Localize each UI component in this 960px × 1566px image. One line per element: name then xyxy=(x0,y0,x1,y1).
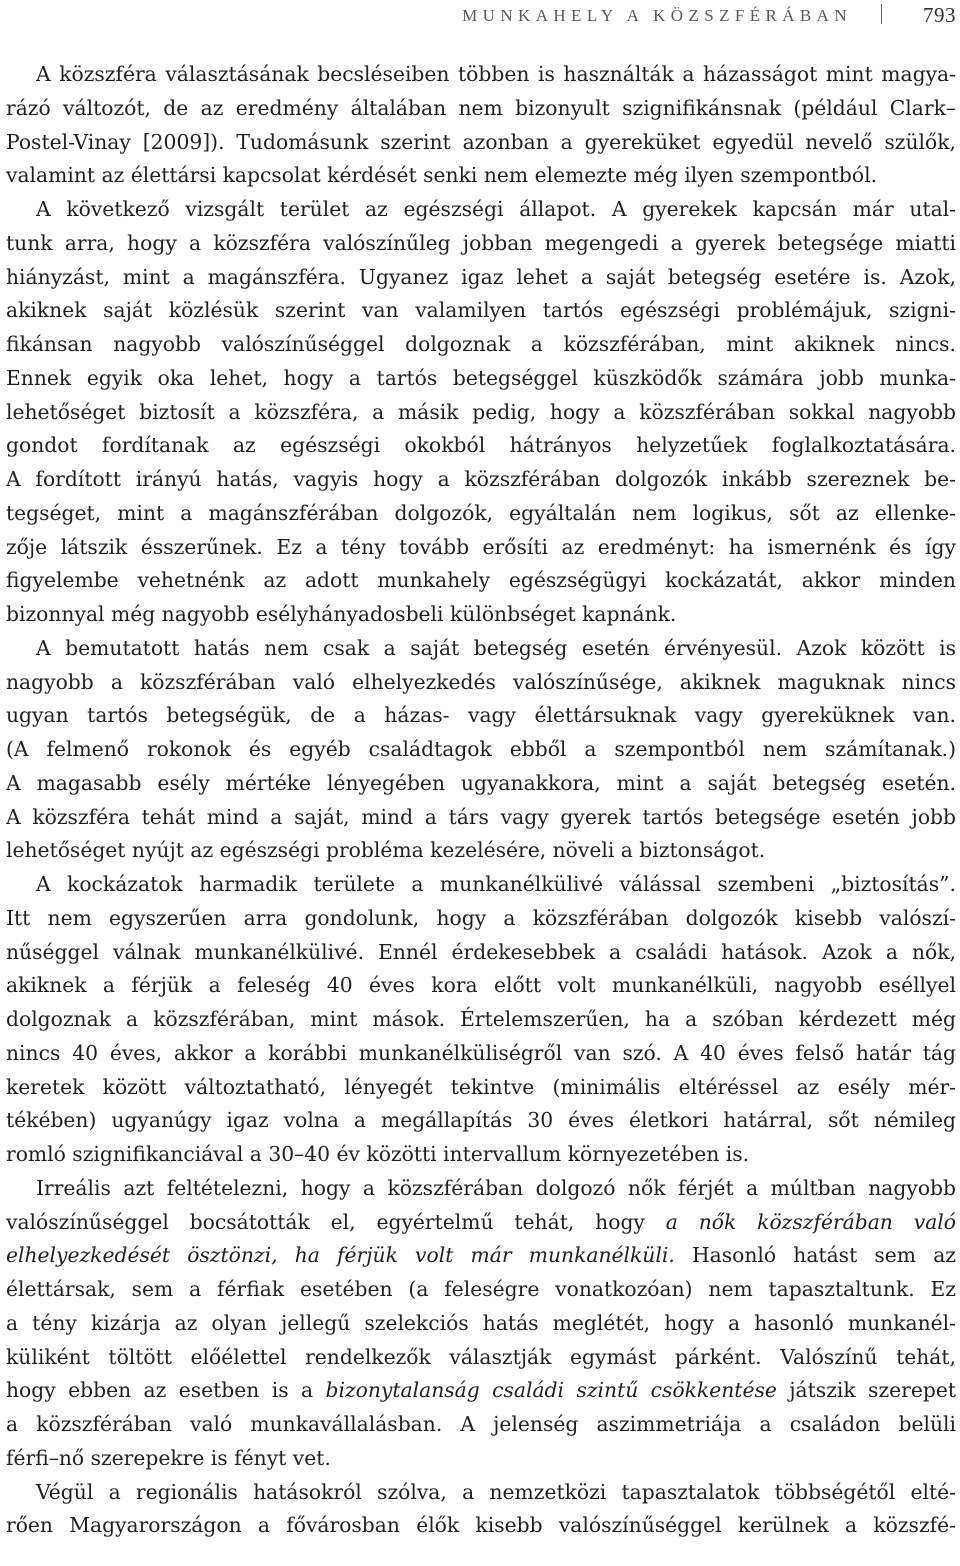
line-text: romló szignifikanciával a 30–40 év közötti intervallum környezetében is. xyxy=(6,1142,750,1166)
text-line xyxy=(6,1341,956,1375)
text-line xyxy=(6,261,956,295)
line-text: tegséget, mint a magánszférában dolgozók, egyáltalán nem logikus, sőt az ellenke- xyxy=(6,500,956,525)
line-text: valószínűséggel bocsátották el, egyértelmű tehát, hogy xyxy=(6,1209,666,1234)
text-line xyxy=(6,1239,956,1273)
text-line xyxy=(6,1206,956,1240)
text-line xyxy=(6,328,956,362)
text-line xyxy=(6,564,956,598)
line-text: A kockázatok harmadik területe a munkanélkülivé válással szembeni „biztosítás”. xyxy=(36,872,956,896)
text-line xyxy=(6,1307,956,1341)
line-text: Hasonló hatást sem az xyxy=(674,1243,956,1268)
body-text xyxy=(6,58,956,1543)
text-line xyxy=(6,868,956,902)
text-line xyxy=(6,429,956,463)
text-line xyxy=(6,1273,956,1307)
line-text: Itt nem egyszerűen arra gondolunk, hogy a közszférában dolgozók kisebb valószí- xyxy=(6,905,956,930)
text-line xyxy=(6,92,956,126)
line-text: A magasabb esély mértéke lényegében ugyanakkora, mint a saját betegség esetén. xyxy=(6,770,956,795)
text-line xyxy=(6,1509,956,1543)
text-line xyxy=(6,396,956,430)
line-text: A bemutatott hatás nem csak a saját betegség esetén érvényesül. Azok között is xyxy=(36,635,956,660)
text-line xyxy=(6,1104,956,1138)
text-line xyxy=(6,531,956,565)
line-text: küliként töltött előélettel rendelkezők választják egymást párként. Valószínű tehát, xyxy=(6,1344,956,1369)
text-line xyxy=(6,362,956,396)
text-line xyxy=(6,699,956,733)
line-text: A következő vizsgált terület az egészségi állapot. A gyerekek kapcsán már utal- xyxy=(36,197,956,221)
line-text: Irreális azt feltételezni, hogy a közszférában dolgozó nők férjét a múltban nagyobb xyxy=(36,1175,956,1200)
line-text: akiknek a férjük a feleség 40 éves kora előtt volt munkanélküli, nagyobb eséllyel xyxy=(6,973,956,998)
italic-text: a nők közszférában való xyxy=(665,1209,956,1234)
italic-text: bizonytalanság családi szintű csökkentése xyxy=(325,1378,777,1403)
text-line xyxy=(6,1374,956,1408)
line-text: Postel-Vinay [2009]). Tudomásunk szerint azonban a gyereküket egyedül nevelő szülők, xyxy=(6,129,956,154)
text-line xyxy=(6,1071,956,1105)
text-line xyxy=(6,126,956,160)
line-text: A fordított irányú hatás, vagyis hogy a közszférában dolgozók inkább szereznek be- xyxy=(6,467,956,491)
text-line xyxy=(6,632,956,666)
line-text: élettársak, sem a férfiak esetében (a feleségre vonatkozóan) nem tapasztaltunk. Ez xyxy=(6,1277,956,1301)
line-text: Ennek egyik oka lehet, hogy a tartós betegséggel küszködők számára jobb munka- xyxy=(6,365,956,390)
line-text: lehetőséget nyújt az egészségi probléma kezelésére, növeli a biztonságot. xyxy=(6,838,766,863)
line-text: A közszféra tehát mind a saját, mind a társ vagy gyerek tartós betegsége esetén jobb xyxy=(6,804,956,829)
line-text: (A felmenő rokonok és egyéb családtagok ebből a szempontból nem számítanak.) xyxy=(6,737,956,761)
text-line xyxy=(6,497,956,531)
text-line xyxy=(6,193,956,227)
line-text: rázó változót, de az eredmény általában nem bizonyult szignifikánsnak (például Clark– xyxy=(6,95,956,120)
line-text: dolgoznak a közszférában, mint mások. Értelemszerűen, ha a szóban kérdezett még xyxy=(6,1007,956,1031)
text-line xyxy=(6,227,956,261)
text-line xyxy=(6,733,956,767)
line-text: tékében) ugyanúgy igaz volna a megállapítás 30 éves életkori határral, sőt némileg xyxy=(6,1108,956,1133)
line-text: A közszféra választásának becsléseiben többen is használták a házasságot mint magya- xyxy=(36,62,956,86)
text-line xyxy=(6,834,956,868)
text-line xyxy=(6,1172,956,1206)
text-line xyxy=(6,598,956,632)
text-line xyxy=(6,1138,956,1172)
line-text: bizonnyal még nagyobb esélyhányadosbeli különbséget kapnánk. xyxy=(6,602,677,626)
text-line xyxy=(6,801,956,835)
line-text: zője látszik ésszerűnek. Ez a tény tovább erősíti az eredményt: ha ismernénk és így xyxy=(6,534,956,559)
text-line xyxy=(6,1003,956,1037)
line-text: fikánsan nagyobb valószínűséggel dolgoznak a közszférában, mint akiknek nincs. xyxy=(6,332,956,356)
text-line xyxy=(6,1476,956,1510)
line-text: Végül a regionális hatásokról szólva, a nemzetközi tapasztalatok többségétől elté- xyxy=(36,1479,956,1504)
page-number: 793 xyxy=(923,3,956,27)
line-text: ugyan tartós betegségük, de a házas- vagy élettársuknak vagy gyereküknek van. xyxy=(6,703,956,728)
header-divider xyxy=(881,4,882,24)
running-title: MUNKAHELY A KÖZSZFÉRÁBAN xyxy=(462,6,852,25)
text-line xyxy=(6,936,956,970)
text-line xyxy=(6,969,956,1003)
line-text: a közszférában való munkavállalásban. A jelenség aszimmetriája a családon belüli xyxy=(6,1412,956,1436)
text-line xyxy=(6,294,956,328)
text-line xyxy=(6,58,956,92)
line-text: nincs 40 éves, akkor a korábbi munkanélküliségről van szó. A 40 éves felső határ tág xyxy=(6,1040,956,1065)
line-text: nűséggel válnak munkanélkülivé. Ennél érdekesebbek a családi hatások. Azok a nők, xyxy=(6,939,956,964)
running-header xyxy=(6,0,956,40)
line-text: tunk arra, hogy a közszféra valószínűleg jobban megengedi a gyerek betegsége miatti xyxy=(6,230,956,255)
line-text: hogy ebben az esetben is a xyxy=(6,1378,326,1403)
text-line xyxy=(6,159,956,193)
line-text: figyelembe vehetnénk az adott munkahely egészségügyi kockázatát, akkor minden xyxy=(6,568,956,593)
line-text: hiányzást, mint a magánszféra. Ugyanez igaz lehet a saját betegség esetére is. Azok, xyxy=(6,264,956,289)
line-text: férfi–nő szerepekre is fényt vet. xyxy=(6,1445,331,1470)
text-line xyxy=(6,463,956,497)
text-line xyxy=(6,666,956,700)
line-text: valamint az élettársi kapcsolat kérdését senki nem elemezte még ilyen szempontból. xyxy=(6,163,878,188)
line-text: akiknek saját közlésük szerint van valamilyen tartós egészségi problémájuk, szigni- xyxy=(6,298,956,323)
line-text: rően Magyarországon a fővárosban élők kisebb valószínűséggel kerülnek a közszfé- xyxy=(6,1513,956,1538)
text-line xyxy=(6,1408,956,1442)
text-line xyxy=(6,1442,956,1476)
line-text: a tény kizárja az olyan jellegű szelekciós hatás meglétét, hogy a hasonló munkanél- xyxy=(6,1310,956,1335)
italic-text: elhelyezkedését ösztönzi, ha férjük volt már munkanélküli. xyxy=(6,1243,675,1268)
line-text: keretek között változtatható, lényegét tekintve (minimális eltéréssel az esély mér- xyxy=(6,1074,956,1099)
line-text: gondot fordítanak az egészségi okokból hátrányos helyzetűek foglalkoztatására. xyxy=(6,433,956,458)
text-line xyxy=(6,767,956,801)
text-line xyxy=(6,1037,956,1071)
text-line xyxy=(6,902,956,936)
line-text: játszik szerepet xyxy=(776,1378,956,1403)
line-text: lehetőséget biztosít a közszféra, a másik pedig, hogy a közszférában sokkal nagyobb xyxy=(6,399,956,424)
line-text: nagyobb a közszférában való elhelyezkedés valószínűsége, akiknek maguknak nincs xyxy=(6,669,956,694)
